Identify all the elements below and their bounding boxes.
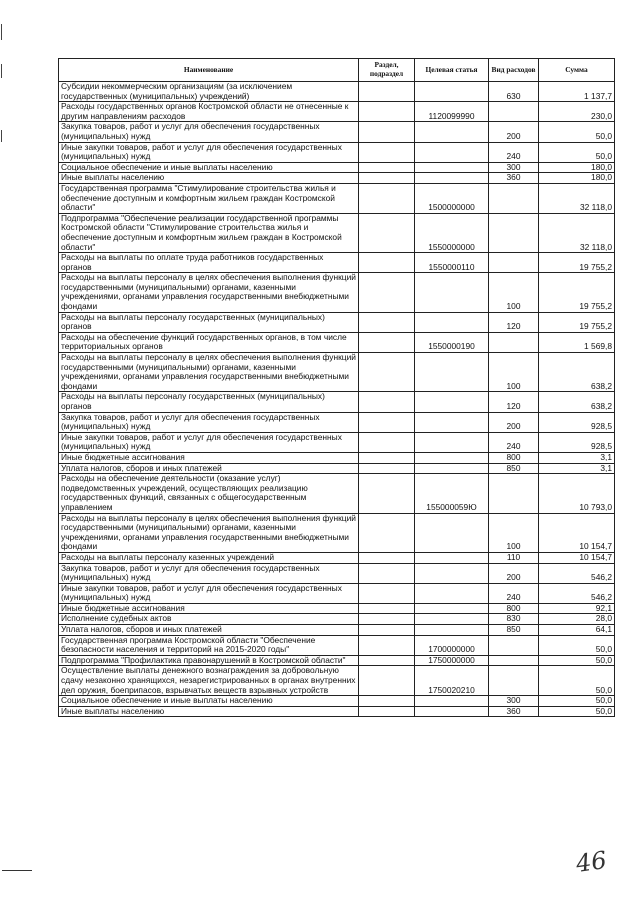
table-row bbox=[59, 614, 615, 625]
cell-section bbox=[359, 432, 415, 452]
cell-name: Иные закупки товаров, работ и услуг для обеспечения государственных (муниципальных) нужд bbox=[59, 142, 359, 162]
cell-section bbox=[359, 655, 415, 666]
cell-target: 1700000000 bbox=[415, 635, 489, 655]
cell-section bbox=[359, 603, 415, 614]
cell-type: 300 bbox=[489, 162, 539, 173]
cell-target bbox=[415, 162, 489, 173]
cell-name: Уплата налогов, сборов и иных платежей bbox=[59, 625, 359, 636]
table-row bbox=[59, 666, 615, 696]
cell-type: 200 bbox=[489, 412, 539, 432]
cell-target bbox=[415, 625, 489, 636]
table-row bbox=[59, 122, 615, 142]
cell-sum: 10 154,7 bbox=[539, 552, 615, 563]
cell-target: 1750000000 bbox=[415, 655, 489, 666]
header-target: Целевая статья bbox=[415, 59, 489, 82]
cell-sum: 28,0 bbox=[539, 614, 615, 625]
cell-name: Исполнение судебных актов bbox=[59, 614, 359, 625]
table-row bbox=[59, 332, 615, 352]
cell-target bbox=[415, 353, 489, 392]
cell-type: 360 bbox=[489, 706, 539, 717]
cell-type: 300 bbox=[489, 696, 539, 707]
table-row bbox=[59, 474, 615, 513]
cell-target: 1120099990 bbox=[415, 102, 489, 122]
cell-sum: 50,0 bbox=[539, 122, 615, 142]
cell-type: 800 bbox=[489, 452, 539, 463]
cell-sum: 180,0 bbox=[539, 173, 615, 184]
cell-section bbox=[359, 635, 415, 655]
cell-sum: 1 569,8 bbox=[539, 332, 615, 352]
cell-section bbox=[359, 452, 415, 463]
cell-sum: 3,1 bbox=[539, 452, 615, 463]
binding-margin-marks bbox=[0, 0, 6, 905]
cell-sum: 928,5 bbox=[539, 432, 615, 452]
cell-section bbox=[359, 183, 415, 213]
cell-type: 120 bbox=[489, 312, 539, 332]
table-row bbox=[59, 173, 615, 184]
cell-sum: 638,2 bbox=[539, 353, 615, 392]
table-row bbox=[59, 583, 615, 603]
cell-name: Иные закупки товаров, работ и услуг для обеспечения государственных (муниципальных) нужд bbox=[59, 432, 359, 452]
cell-type: 200 bbox=[489, 563, 539, 583]
cell-target bbox=[415, 614, 489, 625]
cell-section bbox=[359, 696, 415, 707]
cell-name: Субсидии некоммерческим организациям (за исключением государственных (муниципальных) учреждений) bbox=[59, 82, 359, 102]
table-row bbox=[59, 102, 615, 122]
cell-section bbox=[359, 162, 415, 173]
cell-type: 100 bbox=[489, 353, 539, 392]
table-row bbox=[59, 706, 615, 717]
cell-name: Иные закупки товаров, работ и услуг для обеспечения государственных (муниципальных) нужд bbox=[59, 583, 359, 603]
cell-sum: 32 118,0 bbox=[539, 213, 615, 252]
table-row bbox=[59, 213, 615, 252]
cell-type: 830 bbox=[489, 614, 539, 625]
cell-target bbox=[415, 432, 489, 452]
cell-section bbox=[359, 273, 415, 312]
cell-sum: 546,2 bbox=[539, 563, 615, 583]
header-type: Вид расходов bbox=[489, 59, 539, 82]
cell-target bbox=[415, 122, 489, 142]
cell-target bbox=[415, 463, 489, 474]
table-row bbox=[59, 253, 615, 273]
cell-target bbox=[415, 392, 489, 412]
cell-sum: 3,1 bbox=[539, 463, 615, 474]
table-row bbox=[59, 552, 615, 563]
cell-type: 240 bbox=[489, 142, 539, 162]
cell-target bbox=[415, 696, 489, 707]
cell-section bbox=[359, 706, 415, 717]
cell-target bbox=[415, 603, 489, 614]
cell-target bbox=[415, 513, 489, 552]
cell-name: Подпрограмма "Профилактика правонарушений в Костромской области" bbox=[59, 655, 359, 666]
cell-type bbox=[489, 183, 539, 213]
cell-name: Иные выплаты населению bbox=[59, 173, 359, 184]
header-sum: Сумма bbox=[539, 59, 615, 82]
cell-type: 100 bbox=[489, 273, 539, 312]
cell-section bbox=[359, 173, 415, 184]
cell-sum: 10 154,7 bbox=[539, 513, 615, 552]
cell-name: Государственная программа Костромской области "Обеспечение безопасности населения и территорий на 2015-2020 годы" bbox=[59, 635, 359, 655]
cell-sum: 19 755,2 bbox=[539, 273, 615, 312]
cell-section bbox=[359, 614, 415, 625]
cell-target: 155000059Ю bbox=[415, 474, 489, 513]
cell-type bbox=[489, 102, 539, 122]
table-row bbox=[59, 563, 615, 583]
table-row bbox=[59, 273, 615, 312]
cell-sum: 50,0 bbox=[539, 706, 615, 717]
cell-target bbox=[415, 552, 489, 563]
cell-name: Расходы на выплаты персоналу в целях обеспечения выполнения функций государственными (муниципальными) органами, казенными учреждениями, органами управления государственными внебюджетными фондами bbox=[59, 513, 359, 552]
cell-sum: 10 793,0 bbox=[539, 474, 615, 513]
cell-name: Иные выплаты населению bbox=[59, 706, 359, 717]
cell-sum: 32 118,0 bbox=[539, 183, 615, 213]
cell-section bbox=[359, 213, 415, 252]
cell-section bbox=[359, 82, 415, 102]
table-row bbox=[59, 162, 615, 173]
cell-name: Иные бюджетные ассигнования bbox=[59, 452, 359, 463]
cell-sum: 92,1 bbox=[539, 603, 615, 614]
cell-type: 100 bbox=[489, 513, 539, 552]
cell-target bbox=[415, 452, 489, 463]
table-header-row bbox=[59, 59, 615, 82]
cell-type bbox=[489, 332, 539, 352]
cell-name: Расходы на выплаты персоналу в целях обеспечения выполнения функций государственными (муниципальными) органами, казенными учреждениями, органами управления государственными внебюджетными фондами bbox=[59, 273, 359, 312]
table-row bbox=[59, 513, 615, 552]
cell-sum: 50,0 bbox=[539, 655, 615, 666]
table-row bbox=[59, 142, 615, 162]
cell-target bbox=[415, 312, 489, 332]
cell-name: Расходы на выплаты персоналу государственных (муниципальных) органов bbox=[59, 312, 359, 332]
cell-type bbox=[489, 635, 539, 655]
cell-sum: 50,0 bbox=[539, 635, 615, 655]
table-row bbox=[59, 432, 615, 452]
cell-sum: 50,0 bbox=[539, 666, 615, 696]
table-row bbox=[59, 412, 615, 432]
cell-target: 1750020210 bbox=[415, 666, 489, 696]
cell-section bbox=[359, 142, 415, 162]
cell-type: 630 bbox=[489, 82, 539, 102]
table-body bbox=[59, 82, 615, 717]
cell-target: 1500000000 bbox=[415, 183, 489, 213]
cell-type: 200 bbox=[489, 122, 539, 142]
cell-section bbox=[359, 122, 415, 142]
table-row bbox=[59, 625, 615, 636]
cell-target bbox=[415, 173, 489, 184]
cell-section bbox=[359, 332, 415, 352]
cell-target: 1550000190 bbox=[415, 332, 489, 352]
table-row bbox=[59, 183, 615, 213]
cell-name: Расходы государственных органов Костромской области не отнесенные к другим направлениям расходов bbox=[59, 102, 359, 122]
cell-type: 360 bbox=[489, 173, 539, 184]
table-row bbox=[59, 452, 615, 463]
cell-name: Расходы на обеспечение функций государственных органов, в том числе территориальных органов bbox=[59, 332, 359, 352]
cell-type bbox=[489, 474, 539, 513]
cell-target: 1550000110 bbox=[415, 253, 489, 273]
cell-name: Закупка товаров, работ и услуг для обеспечения государственных (муниципальных) нужд bbox=[59, 122, 359, 142]
table-row bbox=[59, 696, 615, 707]
cell-name: Закупка товаров, работ и услуг для обеспечения государственных (муниципальных) нужд bbox=[59, 412, 359, 432]
table-row bbox=[59, 312, 615, 332]
header-name: Наименование bbox=[59, 59, 359, 82]
table-row bbox=[59, 603, 615, 614]
cell-type: 800 bbox=[489, 603, 539, 614]
cell-target: 1550000000 bbox=[415, 213, 489, 252]
cell-section bbox=[359, 463, 415, 474]
cell-name: Расходы на обеспечение деятельности (оказание услуг) подведомственных учреждений, осуществляющих реализацию государственных функций, связанных с общегосударственным управлением bbox=[59, 474, 359, 513]
cell-section bbox=[359, 312, 415, 332]
cell-sum: 546,2 bbox=[539, 583, 615, 603]
cell-type: 240 bbox=[489, 583, 539, 603]
cell-section bbox=[359, 513, 415, 552]
cell-target bbox=[415, 583, 489, 603]
cell-sum: 230,0 bbox=[539, 102, 615, 122]
cell-name: Подпрограмма "Обеспечение реализации государственной программы Костромской области "Стимулирование строительства жилья и обеспечение доступным и комфортным жильем граждан в Костромской области" bbox=[59, 213, 359, 252]
cell-sum: 64,1 bbox=[539, 625, 615, 636]
cell-name: Закупка товаров, работ и услуг для обеспечения государственных (муниципальных) нужд bbox=[59, 563, 359, 583]
cell-type bbox=[489, 253, 539, 273]
cell-section bbox=[359, 552, 415, 563]
table-row bbox=[59, 635, 615, 655]
cell-name: Расходы на выплаты персоналу казенных учреждений bbox=[59, 552, 359, 563]
cell-sum: 638,2 bbox=[539, 392, 615, 412]
cell-name: Иные бюджетные ассигнования bbox=[59, 603, 359, 614]
header-section: Раздел, подраздел bbox=[359, 59, 415, 82]
cell-name: Расходы на выплаты персоналу в целях обеспечения выполнения функций государственными (муниципальными) органами, казенными учреждениями, органами управления государственными внебюджетными фондами bbox=[59, 353, 359, 392]
cell-name: Социальное обеспечение и иные выплаты населению bbox=[59, 162, 359, 173]
cell-type: 120 bbox=[489, 392, 539, 412]
cell-sum: 180,0 bbox=[539, 162, 615, 173]
cell-section bbox=[359, 625, 415, 636]
cell-section bbox=[359, 583, 415, 603]
cell-type bbox=[489, 213, 539, 252]
cell-type: 850 bbox=[489, 625, 539, 636]
table-row bbox=[59, 463, 615, 474]
table-row bbox=[59, 392, 615, 412]
cell-sum: 50,0 bbox=[539, 142, 615, 162]
cell-section bbox=[359, 253, 415, 273]
cell-section bbox=[359, 474, 415, 513]
handwritten-page-number: 46 bbox=[574, 846, 609, 878]
cell-sum: 928,5 bbox=[539, 412, 615, 432]
cell-target bbox=[415, 412, 489, 432]
cell-target bbox=[415, 273, 489, 312]
cell-name: Расходы на выплаты по оплате труда работников государственных органов bbox=[59, 253, 359, 273]
table-row bbox=[59, 82, 615, 102]
cell-name: Уплата налогов, сборов и иных платежей bbox=[59, 463, 359, 474]
cell-section bbox=[359, 563, 415, 583]
cell-section bbox=[359, 353, 415, 392]
budget-table bbox=[58, 58, 615, 717]
cell-name: Расходы на выплаты персоналу государственных (муниципальных) органов bbox=[59, 392, 359, 412]
cell-section bbox=[359, 412, 415, 432]
cell-target bbox=[415, 82, 489, 102]
cell-sum: 1 137,7 bbox=[539, 82, 615, 102]
cell-target bbox=[415, 563, 489, 583]
cell-sum: 19 755,2 bbox=[539, 312, 615, 332]
cell-name: Социальное обеспечение и иные выплаты населению bbox=[59, 696, 359, 707]
cell-type bbox=[489, 655, 539, 666]
cell-type: 240 bbox=[489, 432, 539, 452]
cell-sum: 19 755,2 bbox=[539, 253, 615, 273]
cell-name: Государственная программа "Стимулирование строительства жилья и обеспечение доступным и комфортным жильем граждан Костромской области" bbox=[59, 183, 359, 213]
cell-type: 110 bbox=[489, 552, 539, 563]
cell-sum: 50,0 bbox=[539, 696, 615, 707]
cell-section bbox=[359, 666, 415, 696]
cell-target bbox=[415, 706, 489, 717]
cell-target bbox=[415, 142, 489, 162]
cell-type bbox=[489, 666, 539, 696]
cell-section bbox=[359, 102, 415, 122]
cell-section bbox=[359, 392, 415, 412]
cell-name: Осуществление выплаты денежного вознаграждения за добровольную сдачу незаконно хранящихся, незарегистрированных в органах внутренних дел оружия, боеприпасов, взрывчатых веществ взрывных устройств bbox=[59, 666, 359, 696]
cell-type: 850 bbox=[489, 463, 539, 474]
table-row bbox=[59, 655, 615, 666]
table-row bbox=[59, 353, 615, 392]
margin-line bbox=[2, 870, 32, 871]
